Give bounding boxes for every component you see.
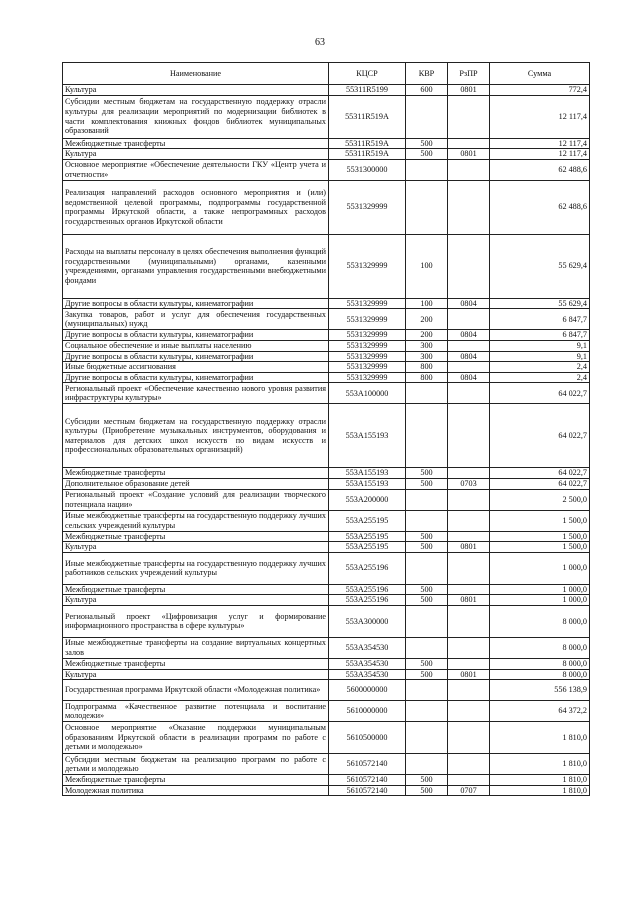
cell-code: 553A155193	[329, 468, 406, 479]
table-row	[63, 298, 590, 309]
cell-sum: 64 372,2	[490, 701, 590, 722]
cell-code: 5610572140	[329, 785, 406, 796]
cell-kvr: 100	[406, 234, 448, 298]
table-row	[63, 701, 590, 722]
cell-kvr: 500	[406, 149, 448, 160]
cell-rzpr	[448, 309, 490, 330]
cell-kvr	[406, 383, 448, 404]
cell-kvr: 500	[406, 584, 448, 595]
cell-name: Культура	[63, 595, 329, 606]
cell-sum: 64 022,7	[490, 468, 590, 479]
cell-code: 553A255196	[329, 584, 406, 595]
cell-rzpr: 0804	[448, 330, 490, 341]
cell-kvr: 500	[406, 785, 448, 796]
table-row	[63, 159, 590, 180]
cell-code: 55311R5199	[329, 85, 406, 96]
cell-kvr	[406, 552, 448, 584]
cell-code: 553A255195	[329, 542, 406, 553]
cell-code: 553A200000	[329, 489, 406, 510]
cell-sum: 64 022,7	[490, 383, 590, 404]
cell-sum: 1 810,0	[490, 754, 590, 775]
cell-sum: 1 000,0	[490, 552, 590, 584]
cell-name: Другие вопросы в области культуры, кинематографии	[63, 372, 329, 383]
cell-code: 553A155193	[329, 478, 406, 489]
cell-kvr: 500	[406, 775, 448, 786]
cell-rzpr	[448, 775, 490, 786]
cell-sum: 64 022,7	[490, 404, 590, 468]
cell-code: 553A100000	[329, 383, 406, 404]
cell-rzpr: 0801	[448, 669, 490, 680]
cell-kvr	[406, 510, 448, 531]
cell-rzpr	[448, 754, 490, 775]
cell-rzpr: 0707	[448, 785, 490, 796]
header-kvr: КВР	[406, 63, 448, 85]
cell-rzpr	[448, 680, 490, 701]
cell-rzpr: 0801	[448, 149, 490, 160]
cell-kvr	[406, 605, 448, 637]
table-row	[63, 542, 590, 553]
cell-kvr	[406, 637, 448, 658]
cell-kvr: 800	[406, 372, 448, 383]
cell-name: Культура	[63, 669, 329, 680]
cell-kvr: 500	[406, 542, 448, 553]
cell-name: Межбюджетные трансферты	[63, 658, 329, 669]
cell-kvr: 200	[406, 309, 448, 330]
table-row	[63, 85, 590, 96]
cell-name: Закупка товаров, работ и услуг для обеспечения государственных (муниципальных) нужд	[63, 309, 329, 330]
cell-name: Реализация направлений расходов основного мероприятия и (или) ведомственной целевой программы, подпрограммы государственной программы Иркутской области, а также непрограммных расходов государственных органов Иркутской области	[63, 180, 329, 234]
cell-sum: 2,4	[490, 362, 590, 373]
cell-code: 5531329999	[329, 362, 406, 373]
cell-rzpr: 0804	[448, 372, 490, 383]
cell-sum: 1 810,0	[490, 785, 590, 796]
table-row	[63, 552, 590, 584]
cell-sum: 2 500,0	[490, 489, 590, 510]
cell-code: 553A300000	[329, 605, 406, 637]
cell-rzpr	[448, 637, 490, 658]
table-row	[63, 595, 590, 606]
table-row	[63, 605, 590, 637]
cell-name: Субсидии местным бюджетам на реализацию программ по работе с детьми и молодежью	[63, 754, 329, 775]
table-row	[63, 489, 590, 510]
cell-code: 553A255195	[329, 531, 406, 542]
cell-kvr	[406, 680, 448, 701]
cell-name: Молодежная политика	[63, 785, 329, 796]
cell-sum: 1 500,0	[490, 542, 590, 553]
cell-code: 55311R519A	[329, 95, 406, 138]
cell-sum: 62 488,6	[490, 159, 590, 180]
cell-rzpr: 0804	[448, 351, 490, 362]
cell-name: Региональный проект «Обеспечение качественно нового уровня развития инфраструктуры культуры»	[63, 383, 329, 404]
cell-sum: 12 117,4	[490, 95, 590, 138]
cell-rzpr	[448, 138, 490, 149]
table-row	[63, 637, 590, 658]
cell-code: 5610572140	[329, 754, 406, 775]
cell-code: 5531329999	[329, 298, 406, 309]
cell-sum: 12 117,4	[490, 149, 590, 160]
cell-name: Иные межбюджетные трансферты на создание виртуальных концертных залов	[63, 637, 329, 658]
cell-name: Иные бюджетные ассигнования	[63, 362, 329, 373]
cell-sum: 6 847,7	[490, 309, 590, 330]
table-row	[63, 383, 590, 404]
cell-code: 5610500000	[329, 722, 406, 754]
table-row	[63, 669, 590, 680]
table-row	[63, 330, 590, 341]
cell-code: 553A255196	[329, 552, 406, 584]
cell-code: 5531329999	[329, 330, 406, 341]
cell-code: 553A354530	[329, 669, 406, 680]
cell-rzpr	[448, 658, 490, 669]
cell-rzpr	[448, 722, 490, 754]
cell-kvr: 200	[406, 330, 448, 341]
cell-sum: 55 629,4	[490, 298, 590, 309]
cell-sum: 62 488,6	[490, 180, 590, 234]
cell-code: 55311R519A	[329, 149, 406, 160]
cell-name: Культура	[63, 149, 329, 160]
cell-code: 5531300000	[329, 159, 406, 180]
cell-code: 553A155193	[329, 404, 406, 468]
cell-code: 553A354530	[329, 637, 406, 658]
cell-sum: 1 810,0	[490, 775, 590, 786]
header-rzpr: РзПР	[448, 63, 490, 85]
cell-kvr	[406, 404, 448, 468]
cell-rzpr	[448, 362, 490, 373]
cell-kvr: 300	[406, 351, 448, 362]
cell-code: 5610000000	[329, 701, 406, 722]
cell-name: Другие вопросы в области культуры, кинематографии	[63, 298, 329, 309]
cell-code: 5531329999	[329, 234, 406, 298]
table-body	[63, 85, 590, 796]
cell-rzpr	[448, 510, 490, 531]
cell-sum: 9,1	[490, 351, 590, 362]
cell-code: 5600000000	[329, 680, 406, 701]
cell-name: Социальное обеспечение и иные выплаты населению	[63, 340, 329, 351]
table-row	[63, 372, 590, 383]
cell-kvr: 500	[406, 658, 448, 669]
cell-code: 5610572140	[329, 775, 406, 786]
table-row	[63, 180, 590, 234]
cell-name: Основное мероприятие «Обеспечение деятельности ГКУ «Центр учета и отчетности»	[63, 159, 329, 180]
cell-sum: 1 000,0	[490, 584, 590, 595]
cell-code: 553A255195	[329, 510, 406, 531]
cell-code: 5531329999	[329, 351, 406, 362]
cell-code: 5531329999	[329, 309, 406, 330]
cell-name: Иные межбюджетные трансферты на государственную поддержку лучших работников сельских учреждений культуры	[63, 552, 329, 584]
cell-sum: 772,4	[490, 85, 590, 96]
cell-name: Межбюджетные трансферты	[63, 531, 329, 542]
header-code: КЦСР	[329, 63, 406, 85]
cell-name: Межбюджетные трансферты	[63, 468, 329, 479]
cell-sum: 55 629,4	[490, 234, 590, 298]
cell-name: Другие вопросы в области культуры, кинематографии	[63, 351, 329, 362]
cell-name: Субсидии местным бюджетам на государственную поддержку отрасли культуры для реализации мероприятий по модернизации библиотек в части комплектования книжных фондов библиотек муниципальных образований	[63, 95, 329, 138]
cell-rzpr	[448, 180, 490, 234]
page-number: 63	[315, 37, 325, 48]
table-header-row	[63, 63, 590, 85]
table-row	[63, 404, 590, 468]
cell-code: 5531329999	[329, 180, 406, 234]
cell-name: Расходы на выплаты персоналу в целях обеспечения выполнения функций государственными (муниципальными) органами, казенными учреждениями, органами управления государственными внебюджетными фондами	[63, 234, 329, 298]
cell-name: Культура	[63, 542, 329, 553]
cell-rzpr: 0703	[448, 478, 490, 489]
table-row	[63, 351, 590, 362]
cell-sum: 8 000,0	[490, 669, 590, 680]
cell-kvr: 500	[406, 478, 448, 489]
cell-rzpr	[448, 584, 490, 595]
table-row	[63, 149, 590, 160]
cell-name: Межбюджетные трансферты	[63, 584, 329, 595]
cell-kvr	[406, 180, 448, 234]
cell-code: 553A255196	[329, 595, 406, 606]
cell-kvr: 600	[406, 85, 448, 96]
table-row	[63, 658, 590, 669]
cell-sum: 12 117,4	[490, 138, 590, 149]
cell-sum: 8 000,0	[490, 637, 590, 658]
cell-sum: 1 500,0	[490, 510, 590, 531]
cell-rzpr	[448, 489, 490, 510]
cell-kvr	[406, 95, 448, 138]
cell-sum: 2,4	[490, 372, 590, 383]
cell-name: Культура	[63, 85, 329, 96]
cell-kvr: 500	[406, 468, 448, 479]
cell-name: Другие вопросы в области культуры, кинематографии	[63, 330, 329, 341]
table-row	[63, 775, 590, 786]
header-name: Наименование	[63, 63, 329, 85]
cell-code: 55311R519A	[329, 138, 406, 149]
cell-rzpr: 0801	[448, 542, 490, 553]
cell-code: 553A354530	[329, 658, 406, 669]
table-row	[63, 584, 590, 595]
cell-rzpr	[448, 383, 490, 404]
cell-name: Подпрограмма «Качественное развитие потенциала и воспитание молодежи»	[63, 701, 329, 722]
table-row	[63, 468, 590, 479]
cell-rzpr: 0801	[448, 85, 490, 96]
cell-name: Иные межбюджетные трансферты на государственную поддержку лучших сельских учреждений культуры	[63, 510, 329, 531]
table-row	[63, 680, 590, 701]
cell-rzpr	[448, 552, 490, 584]
cell-name: Основное мероприятие «Оказание поддержки муниципальным образованиям Иркутской области в реализации программ по работе с детьми и молодежью»	[63, 722, 329, 754]
cell-kvr	[406, 489, 448, 510]
cell-rzpr	[448, 404, 490, 468]
cell-name: Государственная программа Иркутской области «Молодежная политика»	[63, 680, 329, 701]
cell-sum: 6 847,7	[490, 330, 590, 341]
cell-rzpr	[448, 531, 490, 542]
table-row	[63, 785, 590, 796]
cell-kvr: 100	[406, 298, 448, 309]
cell-sum: 9,1	[490, 340, 590, 351]
cell-rzpr	[448, 340, 490, 351]
cell-rzpr	[448, 234, 490, 298]
cell-name: Межбюджетные трансферты	[63, 138, 329, 149]
cell-kvr: 500	[406, 138, 448, 149]
table-row	[63, 138, 590, 149]
cell-sum: 1 500,0	[490, 531, 590, 542]
table-row	[63, 362, 590, 373]
cell-kvr	[406, 159, 448, 180]
cell-kvr: 300	[406, 340, 448, 351]
cell-name: Межбюджетные трансферты	[63, 775, 329, 786]
header-sum: Сумма	[490, 63, 590, 85]
table-row	[63, 510, 590, 531]
cell-sum: 8 000,0	[490, 658, 590, 669]
cell-name: Дополнительное образование детей	[63, 478, 329, 489]
cell-sum: 1 810,0	[490, 722, 590, 754]
table-row	[63, 754, 590, 775]
cell-rzpr	[448, 468, 490, 479]
cell-kvr: 500	[406, 595, 448, 606]
cell-rzpr	[448, 701, 490, 722]
cell-rzpr	[448, 159, 490, 180]
cell-kvr: 500	[406, 669, 448, 680]
cell-sum: 64 022,7	[490, 478, 590, 489]
cell-kvr: 500	[406, 531, 448, 542]
cell-name: Региональный проект «Цифровизация услуг и формирование информационного пространства в сфере культуры»	[63, 605, 329, 637]
cell-sum: 8 000,0	[490, 605, 590, 637]
cell-kvr: 800	[406, 362, 448, 373]
table-row	[63, 531, 590, 542]
table-row	[63, 478, 590, 489]
table-row	[63, 340, 590, 351]
cell-rzpr	[448, 95, 490, 138]
cell-kvr	[406, 722, 448, 754]
cell-name: Региональный проект «Создание условий для реализации творческого потенциала нации»	[63, 489, 329, 510]
cell-code: 5531329999	[329, 372, 406, 383]
cell-code: 5531329999	[329, 340, 406, 351]
cell-name: Субсидии местным бюджетам на государственную поддержку отрасли культуры (Приобретение музыкальных инструментов, оборудования и материалов для детских школ искусств по видам искусств и профессиональных образовательных организаций)	[63, 404, 329, 468]
table-row	[63, 95, 590, 138]
cell-rzpr	[448, 605, 490, 637]
cell-sum: 556 138,9	[490, 680, 590, 701]
cell-rzpr: 0801	[448, 595, 490, 606]
cell-sum: 1 000,0	[490, 595, 590, 606]
table-row	[63, 234, 590, 298]
cell-rzpr: 0804	[448, 298, 490, 309]
table-row	[63, 722, 590, 754]
cell-kvr	[406, 754, 448, 775]
cell-kvr	[406, 701, 448, 722]
budget-table	[62, 62, 590, 796]
table-row	[63, 309, 590, 330]
